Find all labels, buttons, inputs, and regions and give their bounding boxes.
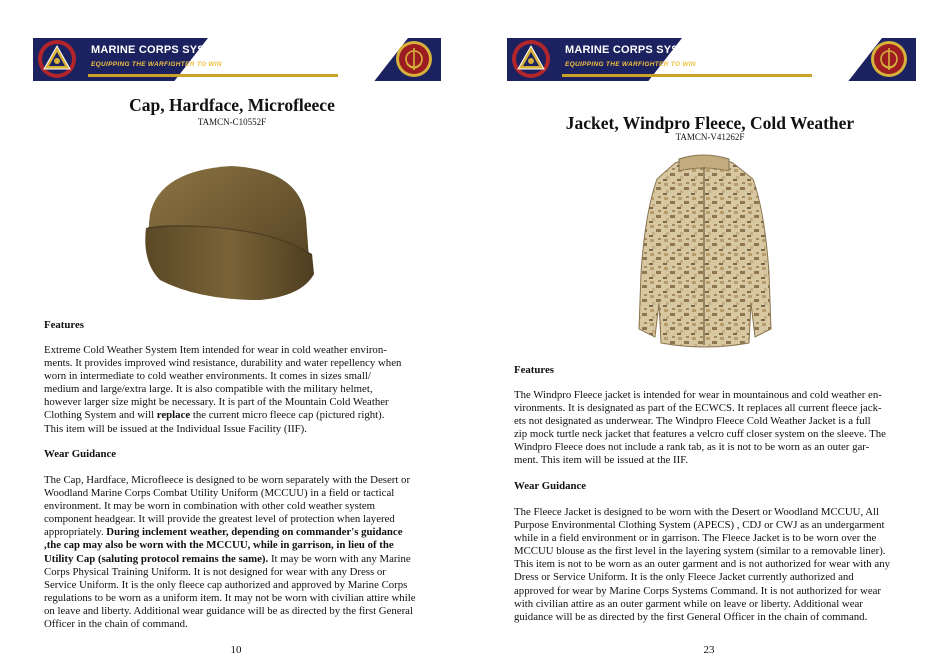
guidance-bold-text: During inclement weather, depending on commander's guidance ,the cap may also be worn with the MCCUU, while in garrison, in lieu of the Utility Cap (saluting protocol remains the same). [44, 526, 403, 565]
wear-guidance-paragraph [514, 506, 896, 624]
mcsc-triangle-logo [511, 39, 551, 79]
fleece-jacket-image [635, 153, 773, 351]
mcsc-triangle-logo [37, 39, 77, 79]
features-heading: Features [44, 319, 84, 331]
features-heading: Features [514, 364, 554, 376]
banner-tagline: EQUIPPING THE WARFIGHTER TO WIN [565, 61, 696, 68]
banner-gold-line [88, 74, 338, 77]
banner-gold-line [562, 74, 812, 77]
page-number: 23 [703, 644, 715, 656]
wear-guidance-heading: Wear Guidance [44, 448, 117, 460]
mcsc-banner [33, 38, 441, 81]
wear-guidance-paragraph [44, 474, 416, 631]
item-title: Cap, Hardface, Microfleece [129, 95, 335, 115]
banner-title: MARINE CORPS SYSTEMS COMMAND [91, 44, 300, 56]
guidance-text: The Cap, Hardface, Microfleece is designed to be worn separately with the Desert or Woodland Marine Corps Combat Utility Uniform (MCCUU) in a field or tactical environment. It may be worn in combination with other cold weather system component headgear. It will provide the greatest level of protection when layered appropriately. [44, 474, 411, 539]
fleece-cap-image [140, 162, 320, 304]
wear-guidance-heading: Wear Guidance [514, 480, 587, 492]
ega-emblem [870, 40, 908, 78]
page-number: 10 [230, 644, 242, 656]
right-page [475, 0, 950, 672]
guidance-text-end: It may be worn with any Marine Corps Physical Training Uniform. It is not designed for wear with any Dress or Service Uniform. It is the only fleece cap authorized and approved by Marine Corps regulations to be worn as a uniform item. It may not be worn with civilian attire while on leave and liberty. Additional wear guidance will be as directed by the first General Officer in the chain of command. [44, 552, 416, 631]
features-text: The Windpro Fleece jacket is intended for wear in mountainous and cold weather en-vironments. It is designated as part of the ECWCS. It replaces all current fleece jack-ets not designated as underwear. The Windpro Fleece Cold Weather Jacket is a full zip mock turtle neck jacket that features a velcro cuff closer system on the sleeve. The Windpro Fleece does not include a rank tab, as it is not to be worn as an outer gar-ment. This item will be issued at the IIF. [514, 389, 886, 467]
ega-emblem [395, 40, 433, 78]
features-text-end: the current micro fleece cap (pictured right). This item will be issued at the Individual Issue Facility (IIF). [44, 409, 385, 435]
mcsc-banner [507, 38, 916, 81]
item-title: Jacket, Windpro Fleece, Cold Weather [565, 113, 855, 133]
banner-title: MARINE CORPS SYSTEMS COMMAND [565, 44, 774, 56]
banner-tagline: EQUIPPING THE WARFIGHTER TO WIN [91, 61, 222, 68]
features-text: Extreme Cold Weather System Item intended for wear in cold weather environ-ments. It provides improved wind resistance, durability and water repellency when worn in intermediate to cold weather environments. It comes in sizes small/ medium and large/extra large. It is also compatible with the military helmet, however larger size might be necessary. It is part of the Mountain Cold Weather Clothing System and will [44, 344, 402, 422]
features-paragraph [44, 344, 406, 436]
features-bold-text: replace [156, 409, 191, 422]
tamcn-code: TAMCN-V41262F [675, 132, 745, 142]
features-paragraph [514, 389, 886, 468]
tamcn-code: TAMCN-C10552F [197, 117, 267, 127]
guidance-text: The Fleece Jacket is designed to be worn with the Desert or Woodland MCCUU, All Purpose Environmental Clothing System (APECS) , CDJ or CWJ as an undergarment while in a field environment or in garrison. The Fleece Jacket is to be worn over the MCCUU blouse as the first level in the layering system (similar to a removable liner). This item is not to be worn as an outer garment and is not authorized for wear with any Dress or Service Uniform. It is the only Fleece Jacket currently authorized and approved for wear by Marine Corps Systems Command. It is not authorized for wear with civilian attire as an outer garment while on leave or liberty. Additional wear guidance will be as directed by the first General Officer in the chain of command. [514, 506, 890, 623]
